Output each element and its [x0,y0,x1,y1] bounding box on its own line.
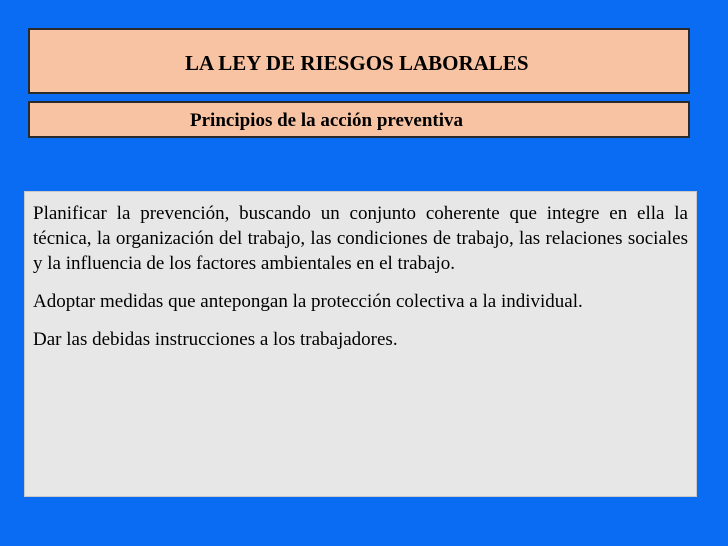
slide-subtitle: Principios de la acción preventiva [190,110,464,131]
paragraph-instrucciones: Dar las debidas instrucciones a los trabajadores. [33,329,398,350]
content-panel [24,191,697,497]
paragraph-planificar: Planificar la prevención, buscando un conjunto coherente que integre en ella la técnica, la organización del trabajo, las condiciones de trabajo, las relaciones sociales y la influencia de los factores ambientales en el trabajo. [33,203,688,274]
paragraph-adoptar: Adoptar medidas que antepongan la protección colectiva a la individual. [33,291,583,312]
title-banner [28,28,690,94]
subtitle-banner [28,101,690,138]
slide-title: LA LEY DE RIESGOS LABORALES [185,51,529,75]
